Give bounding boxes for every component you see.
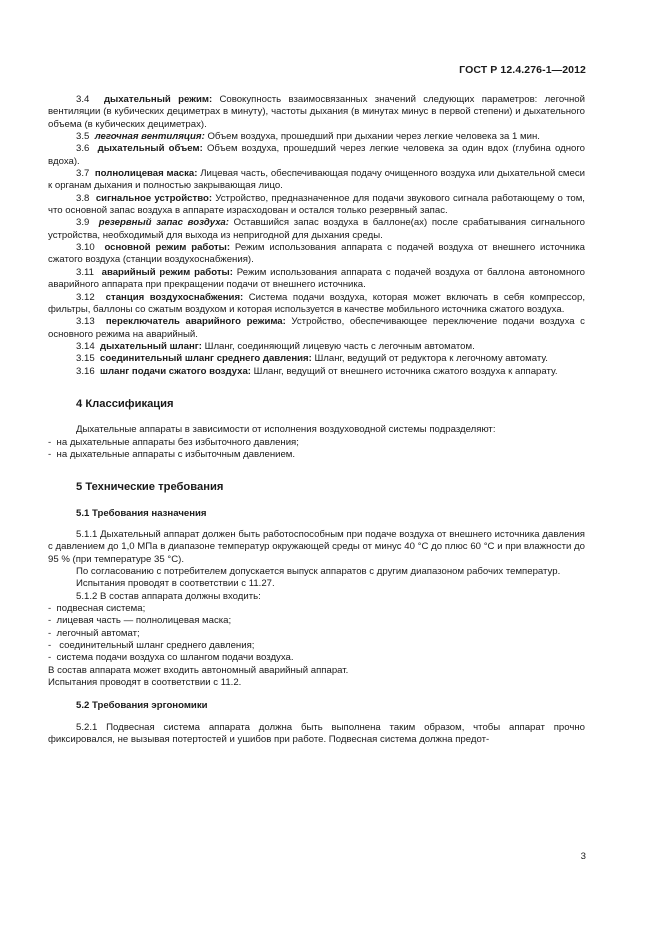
term-name: резервный запас воздуха: xyxy=(98,217,229,229)
term-definition xyxy=(48,94,585,131)
term-number: 3.16 xyxy=(76,365,95,377)
term-number: 3.11 xyxy=(76,266,94,278)
term-number: 3.13 xyxy=(76,316,95,328)
term-definition xyxy=(48,267,585,292)
paragraph-5-1-2: 5.1.2 В состав аппарата должны входить: xyxy=(76,590,261,602)
term-number: 3.12 xyxy=(76,291,95,303)
section-5-title: 5 Технические требования xyxy=(76,481,224,494)
term-name: основной режим работы: xyxy=(104,242,231,254)
paragraph: В состав аппарата может входить автономный аварийный аппарат. xyxy=(48,664,349,676)
term-definition xyxy=(48,217,585,242)
term-number: 3.9 xyxy=(76,217,90,229)
term-number: 3.7 xyxy=(76,168,90,180)
section-4-title: 4 Классификация xyxy=(76,397,174,410)
term-name: легочная вентиляция: xyxy=(94,131,205,143)
term-definition xyxy=(48,168,585,193)
term-name: соединительный шланг среднего давления: xyxy=(100,353,312,365)
paragraph-5-1-1: 5.1.1 Дыхательный аппарат должен быть работоспособным при подаче воздуха от внешнего источника давления с давлением до 1,0 МПа в диапазоне температур окружающей среды от минус 40 °С до плюс 60 °С и при влажности до 95 % (при температуре 35 °С). xyxy=(48,528,585,565)
term-definition xyxy=(48,341,585,353)
term-definition xyxy=(48,366,585,378)
term-name: дыхательный режим: xyxy=(103,94,213,105)
list-item: - система подачи воздуха со шлангом подачи воздуха. xyxy=(48,652,585,664)
term-definition xyxy=(48,193,585,218)
list-item: - лицевая часть — полнолицевая маска; xyxy=(48,615,585,627)
section-5-1-title: 5.1 Требования назначения xyxy=(76,507,207,519)
paragraph: Испытания проводят в соответствии с 11.2. xyxy=(48,677,242,689)
term-name: станция воздухоснабжения: xyxy=(105,291,244,303)
paragraph: Испытания проводят в соответствии с 11.27. xyxy=(76,578,275,590)
term-number: 3.15 xyxy=(76,353,95,365)
section-5-2-title: 5.2 Требования эргономики xyxy=(76,700,208,712)
term-text: Устройство, предназначенное для подачи звукового сигнала работающему о том, что основной запас воздуха в аппарате израсходован и остался только резервный запас. xyxy=(48,192,585,217)
term-number: 3.4 xyxy=(76,94,90,105)
term-name: шланг подачи сжатого воздуха: xyxy=(100,365,251,377)
page-number: 3 xyxy=(580,851,586,862)
term-definition xyxy=(48,292,585,317)
term-name: дыхательный шланг: xyxy=(100,340,202,352)
term-text: Объем воздуха, прошедший при дыхании через легкие человека за 1 мин. xyxy=(207,131,540,143)
term-name: дыхательный объем: xyxy=(97,143,203,155)
term-number: 3.6 xyxy=(76,143,90,155)
term-name: аварийный режим работы: xyxy=(101,266,233,278)
paragraph-5-2-1: 5.2.1 Подвесная система аппарата должна быть выполнена таким образом, чтобы аппарат прочно фиксировался, не вызывая потертостей и ушибов при работе. Подвесная система должна предот- xyxy=(48,721,585,746)
term-text: Устройство, обеспечивающее переключение подачи воздуха с основного режима на аварийный. xyxy=(48,316,585,340)
term-number: 3.5 xyxy=(76,131,90,143)
term-definition xyxy=(48,131,585,143)
term-text: Шланг, ведущий от редуктора к легочному автомату. xyxy=(314,353,548,365)
section-4-intro: Дыхательные аппараты в зависимости от исполнения воздуховодной системы подразделяют: xyxy=(76,424,496,436)
term-name: переключатель аварийного режима: xyxy=(105,316,286,328)
term-number: 3.14 xyxy=(76,340,95,352)
term-text: Оставшийся запас воздуха в баллоне(ах) после срабатывания сигнального устройства, необходимый для выхода из непригодной для дыхания среды. xyxy=(48,217,585,241)
terms-list xyxy=(48,94,585,378)
term-text: Лицевая часть, обеспечивающая подачу очищенного воздуха или дыхательной смеси к органам дыхания и полностью закрывающая лицо. xyxy=(48,168,585,192)
term-definition xyxy=(48,242,585,267)
document-body xyxy=(48,94,585,746)
list-item: - подвесная система; xyxy=(48,603,585,615)
term-definition xyxy=(48,353,585,365)
list-item: - легочный автомат; xyxy=(48,628,585,640)
term-text: Система подачи воздуха, которая может включать в себя компрессор, фильтры, баллоны со сжатым воздухом и которая используется в качестве мобильного источника сжатого воздуха. xyxy=(48,291,585,315)
term-text: Совокупность взаимосвязанных значений следующих параметров: легочной вентиляции (в кубических дециметрах в минуту), частоты дыхания (в минутах минус в первой степени) и дыхательного объема (в кубических дециметрах). xyxy=(48,94,585,130)
term-text: Объем воздуха, прошедший через легкие человека за один вдох (глубина одного вдоха). xyxy=(48,143,585,167)
term-definition xyxy=(48,143,585,168)
term-name: полнолицевая маска: xyxy=(94,168,198,180)
term-text: Режим использования аппарата с подачей воздуха от внешнего источника сжатого воздуха (станции воздухоснабжения). xyxy=(48,242,585,266)
document-header: ГОСТ Р 12.4.276-1—2012 xyxy=(459,64,586,76)
term-name: сигнальное устройство: xyxy=(95,192,213,204)
list-item: - соединительный шланг среднего давления; xyxy=(48,640,585,652)
list-item: - на дыхательные аппараты с избыточным давлением. xyxy=(48,449,585,461)
term-definition xyxy=(48,316,585,341)
term-number: 3.10 xyxy=(76,242,95,254)
paragraph: По согласованию с потребителем допускается выпуск аппаратов с другим диапазоном рабочих температур. xyxy=(76,566,561,577)
term-text: Режим использования аппарата с подачей воздуха от баллона автономного аварийного аппарата при прекращении подачи от внешнего источника. xyxy=(48,266,585,291)
term-number: 3.8 xyxy=(76,192,90,204)
term-text: Шланг, соединяющий лицевую часть с легочным автоматом. xyxy=(204,340,475,352)
term-text: Шланг, ведущий от внешнего источника сжатого воздуха к аппарату. xyxy=(253,365,558,377)
list-item: - на дыхательные аппараты без избыточного давления; xyxy=(48,437,585,449)
